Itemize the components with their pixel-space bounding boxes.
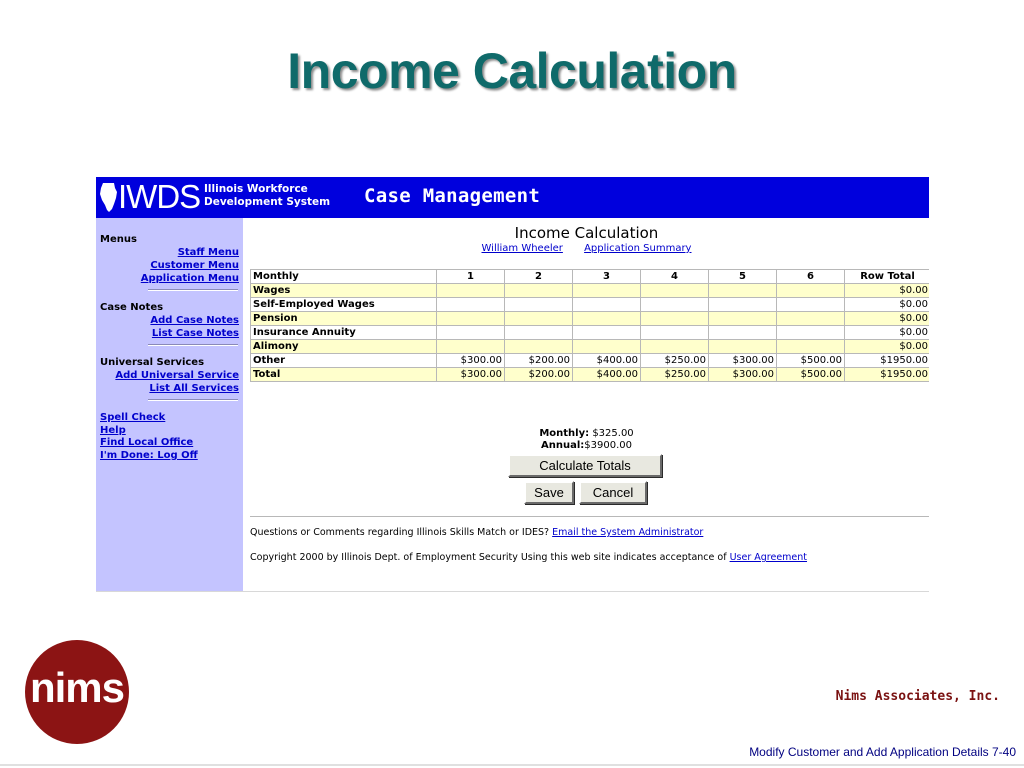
logo-subtitle-line1: Illinois Workforce (204, 183, 308, 195)
row-total-cell: $0.00 (845, 298, 930, 312)
sidebar-divider (148, 344, 238, 346)
sidebar-link-customer-menu[interactable]: Customer Menu (150, 260, 239, 271)
income-cell: $300.00 (437, 368, 505, 382)
income-cell[interactable] (641, 298, 709, 312)
column-header: 2 (505, 270, 573, 284)
sidebar-link-add-universal-service[interactable]: Add Universal Service (115, 370, 239, 381)
row-label: Insurance Annuity (251, 326, 437, 340)
table-row (251, 312, 930, 326)
income-cell[interactable] (709, 284, 777, 298)
slide-title: Income Calculation (287, 43, 737, 99)
annual-total (244, 440, 929, 451)
income-cell: $250.00 (641, 368, 709, 382)
sidebar-link-list-case-notes[interactable]: List Case Notes (151, 328, 239, 339)
table-header-row (251, 270, 930, 284)
income-cell[interactable] (573, 284, 641, 298)
income-cell[interactable] (709, 312, 777, 326)
page-heading: Income Calculation (514, 224, 659, 242)
income-cell[interactable]: $300.00 (709, 354, 777, 368)
sidebar-link-find-local-office[interactable]: Find Local Office (100, 437, 194, 448)
sidebar-divider (148, 289, 238, 291)
income-cell[interactable] (573, 326, 641, 340)
income-cell[interactable] (437, 298, 505, 312)
income-table-body (251, 284, 930, 382)
screenshot-window (96, 177, 929, 592)
logo-subtitle (204, 183, 330, 209)
column-header: Row Total (845, 270, 930, 284)
sidebar (96, 218, 243, 591)
email-administrator-link[interactable]: Email the System Administrator (552, 527, 704, 538)
user-agreement-link[interactable]: User Agreement (729, 552, 808, 563)
table-row (251, 354, 930, 368)
income-cell: $400.00 (573, 368, 641, 382)
sidebar-heading-universal-services: Universal Services (100, 357, 205, 368)
column-header: 6 (777, 270, 845, 284)
application-summary-link[interactable]: Application Summary (584, 243, 692, 254)
row-total-cell: $0.00 (845, 326, 930, 340)
income-cell[interactable] (505, 298, 573, 312)
income-cell[interactable]: $250.00 (641, 354, 709, 368)
income-cell[interactable]: $500.00 (777, 354, 845, 368)
logo-subtitle-line2: Development System (204, 196, 331, 208)
income-cell: $200.00 (505, 368, 573, 382)
nims-logo-text: nims (29, 664, 125, 711)
column-header: Monthly (251, 270, 437, 284)
income-cell[interactable] (573, 298, 641, 312)
calculate-totals-button[interactable]: Calculate Totals (508, 454, 662, 477)
income-cell[interactable] (709, 340, 777, 354)
footer-question-text: Questions or Comments regarding Illinois Skills Match or IDES? (250, 527, 550, 538)
sidebar-heading-menus: Menus (100, 234, 137, 245)
footer-contact (250, 527, 703, 538)
income-cell[interactable] (709, 298, 777, 312)
income-cell[interactable]: $400.00 (573, 354, 641, 368)
income-cell[interactable] (573, 340, 641, 354)
column-header: 5 (709, 270, 777, 284)
footer-rule (0, 764, 1024, 766)
income-cell[interactable] (777, 284, 845, 298)
income-cell[interactable] (641, 312, 709, 326)
slide-caption: Modify Customer and Add Application Details 7-40 (749, 745, 1016, 759)
income-cell[interactable]: $200.00 (505, 354, 573, 368)
column-header: 3 (573, 270, 641, 284)
table-row (251, 340, 930, 354)
income-cell[interactable] (505, 326, 573, 340)
sidebar-link-application-menu[interactable]: Application Menu (140, 273, 239, 284)
save-button[interactable]: Save (524, 481, 574, 504)
income-cell[interactable] (641, 326, 709, 340)
footer-copyright-text: Copyright 2000 by Illinois Dept. of Employment Security Using this web site indicates acceptance of (250, 552, 727, 563)
income-table (250, 269, 929, 382)
row-total-cell: $1950.00 (845, 354, 930, 368)
table-row (251, 298, 930, 312)
illinois-map-icon (99, 182, 118, 213)
row-total-cell: $0.00 (845, 312, 930, 326)
customer-name-link[interactable]: William Wheeler (481, 243, 563, 254)
row-label: Alimony (251, 340, 437, 354)
income-cell[interactable] (505, 284, 573, 298)
monthly-total (244, 428, 929, 439)
subnav (244, 243, 929, 254)
income-cell[interactable] (437, 284, 505, 298)
row-label: Pension (251, 312, 437, 326)
table-row (251, 326, 930, 340)
column-header: 4 (641, 270, 709, 284)
sidebar-link-add-case-notes[interactable]: Add Case Notes (150, 315, 239, 326)
income-cell[interactable] (437, 312, 505, 326)
row-total-cell: $0.00 (845, 340, 930, 354)
footer-copyright (250, 552, 807, 563)
income-cell[interactable] (505, 312, 573, 326)
income-cell[interactable] (505, 340, 573, 354)
sidebar-link-staff-menu[interactable]: Staff Menu (177, 247, 239, 258)
cancel-button[interactable]: Cancel (579, 481, 647, 504)
income-cell[interactable]: $300.00 (437, 354, 505, 368)
main-content (244, 218, 929, 591)
banner-title: Case Management (364, 185, 541, 207)
income-cell[interactable] (437, 326, 505, 340)
table-row (251, 368, 930, 382)
row-total-cell: $0.00 (845, 284, 930, 298)
income-cell[interactable] (641, 284, 709, 298)
income-cell[interactable] (573, 312, 641, 326)
table-row (251, 284, 930, 298)
income-cell[interactable] (709, 326, 777, 340)
income-cell[interactable] (437, 340, 505, 354)
row-label: Self-Employed Wages (251, 298, 437, 312)
nims-logo (25, 640, 129, 744)
row-total-cell: $1950.00 (845, 368, 930, 382)
income-cell[interactable] (777, 326, 845, 340)
sidebar-link-help[interactable]: Help (100, 425, 126, 436)
income-cell[interactable] (777, 298, 845, 312)
income-cell[interactable] (777, 312, 845, 326)
annual-total-label: Annual: (541, 440, 585, 451)
income-cell: $300.00 (709, 368, 777, 382)
sidebar-divider (148, 399, 238, 401)
income-cell[interactable] (641, 340, 709, 354)
sidebar-link-list-all-services[interactable]: List All Services (149, 383, 239, 394)
footer-divider (250, 516, 929, 517)
company-name: Nims Associates, Inc. (835, 689, 1000, 704)
row-label: Other (251, 354, 437, 368)
monthly-total-value: $325.00 (592, 428, 634, 439)
monthly-total-label: Monthly: (539, 428, 590, 439)
sidebar-heading-case-notes: Case Notes (100, 302, 164, 313)
iwds-logo: IWDS (118, 178, 201, 215)
row-label: Total (251, 368, 437, 382)
header-banner (96, 177, 929, 218)
column-header: 1 (437, 270, 505, 284)
row-label: Wages (251, 284, 437, 298)
annual-total-value: $3900.00 (584, 440, 632, 451)
sidebar-link-log-off[interactable]: I'm Done: Log Off (100, 450, 198, 461)
income-cell[interactable] (777, 340, 845, 354)
sidebar-link-spell-check[interactable]: Spell Check (100, 412, 166, 423)
income-cell: $500.00 (777, 368, 845, 382)
